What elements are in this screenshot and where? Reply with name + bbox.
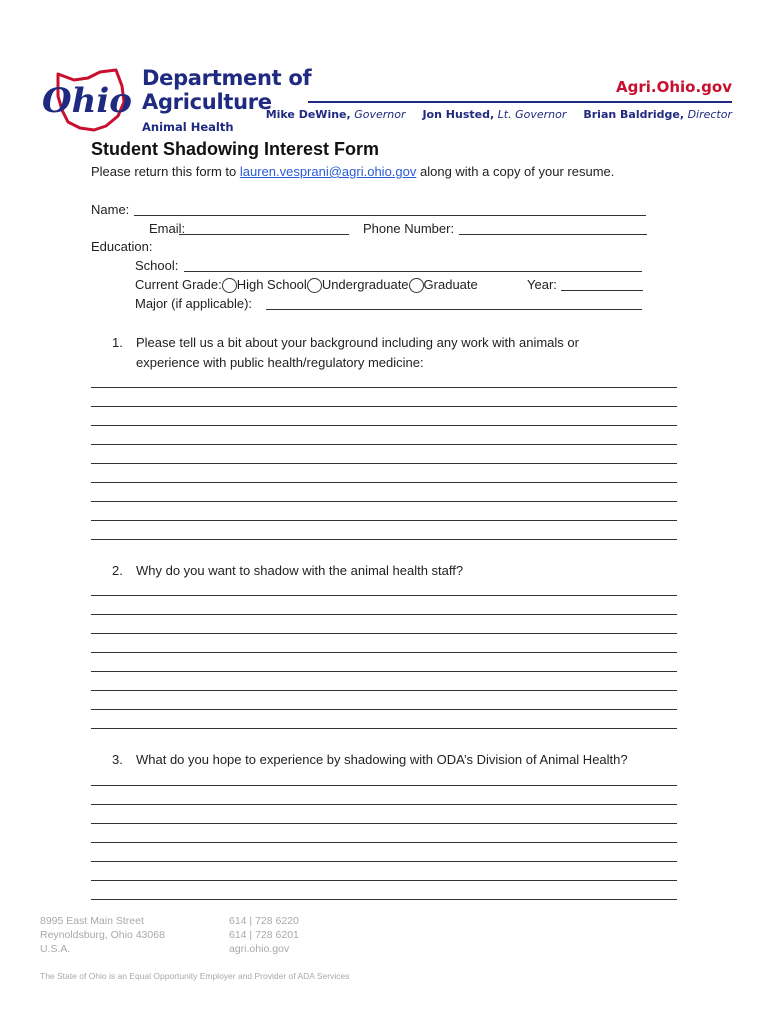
logo-wordmark: Ohio [42,81,132,121]
official-name: Jon Husted, [422,108,495,121]
major-field[interactable] [266,309,642,310]
radio-label: High School [236,277,307,292]
division-name: Animal Health [142,120,234,134]
answer-line[interactable] [91,539,677,540]
radio-label: Undergraduate [321,277,409,292]
answer-line[interactable] [91,501,677,502]
dept-name-line1: Department of [142,66,312,90]
school-label: School: [135,258,179,273]
education-label: Education: [91,239,153,254]
answer-line[interactable] [91,709,677,710]
site-url[interactable]: Agri.Ohio.gov [616,78,732,96]
question-number: 2. [112,563,123,578]
radio-graduate[interactable] [409,278,424,293]
address-line: U.S.A. [40,943,71,955]
radio-label: Graduate [423,277,478,292]
official-title: Lt. Governor [497,108,567,121]
answer-line[interactable] [91,861,677,862]
form-title: Student Shadowing Interest Form [91,139,380,159]
phone-label: Phone Number: [363,221,455,236]
radio-high-school[interactable] [222,278,237,293]
footer-address [40,914,165,956]
official-name: Brian Baldridge, [583,108,685,121]
official-title: Director [687,108,732,121]
form-instructions [91,164,614,179]
year-field[interactable] [561,290,643,291]
official-title: Governor [354,108,406,121]
answer-line[interactable] [91,520,677,521]
major-label: Major (if applicable): [135,296,253,311]
phone-line: 614 | 728 6220 [229,915,299,927]
answer-line[interactable] [91,842,677,843]
answer-line[interactable] [91,482,677,483]
dept-name-line2: Agriculture [142,90,272,114]
answer-line[interactable] [91,463,677,464]
answer-line[interactable] [91,425,677,426]
footer-web[interactable]: agri.ohio.gov [229,943,290,955]
answer-line[interactable] [91,804,677,805]
answer-line[interactable] [91,823,677,824]
answer-line[interactable] [91,406,677,407]
instruction-text: Please return this form to [91,164,240,179]
answer-line[interactable] [91,671,677,672]
answer-line[interactable] [91,880,677,881]
grade-label: Current Grade: [135,277,222,292]
instruction-text: along with a copy of your resume. [416,164,615,179]
question-1-text [136,333,579,373]
phone-line: 614 | 728 6201 [229,929,299,941]
answer-line[interactable] [91,652,677,653]
question-number: 3. [112,752,123,767]
official-name: Mike DeWine, [265,108,351,121]
officials-line [266,108,732,121]
radio-undergraduate[interactable] [307,278,322,293]
name-field[interactable] [134,215,646,216]
answer-line[interactable] [91,595,677,596]
question-3-text: What do you hope to experience by shadowing with ODA’s Division of Animal Health? [136,752,628,767]
answer-line[interactable] [91,444,677,445]
email-label: Email: [149,221,186,236]
school-field[interactable] [184,271,642,272]
name-label: Name: [91,202,130,217]
question-line: Please tell us a bit about your background including any work with animals or [136,335,579,350]
grade-row [135,277,478,293]
answer-line[interactable] [91,728,677,729]
year-label: Year: [527,277,557,292]
question-line: experience with public health/regulatory medicine: [136,355,424,370]
equal-opportunity-notice: The State of Ohio is an Equal Opportunity Employer and Provider of ADA Services [40,971,350,981]
phone-field[interactable] [459,234,647,235]
email-field[interactable] [179,234,349,235]
ohio-logo [40,66,136,136]
answer-line[interactable] [91,785,677,786]
footer-contact [229,914,299,956]
answer-line[interactable] [91,633,677,634]
question-2-text: Why do you want to shadow with the animal health staff? [136,563,464,578]
header-divider [308,101,732,103]
email-link[interactable]: lauren.vesprani@agri.ohio.gov [239,164,417,179]
answer-line[interactable] [91,614,677,615]
address-line: Reynoldsburg, Ohio 43068 [40,929,165,941]
question-number: 1. [112,335,123,350]
answer-line[interactable] [91,387,677,388]
address-line: 8995 East Main Street [40,915,144,927]
answer-line[interactable] [91,690,677,691]
answer-line[interactable] [91,899,677,900]
